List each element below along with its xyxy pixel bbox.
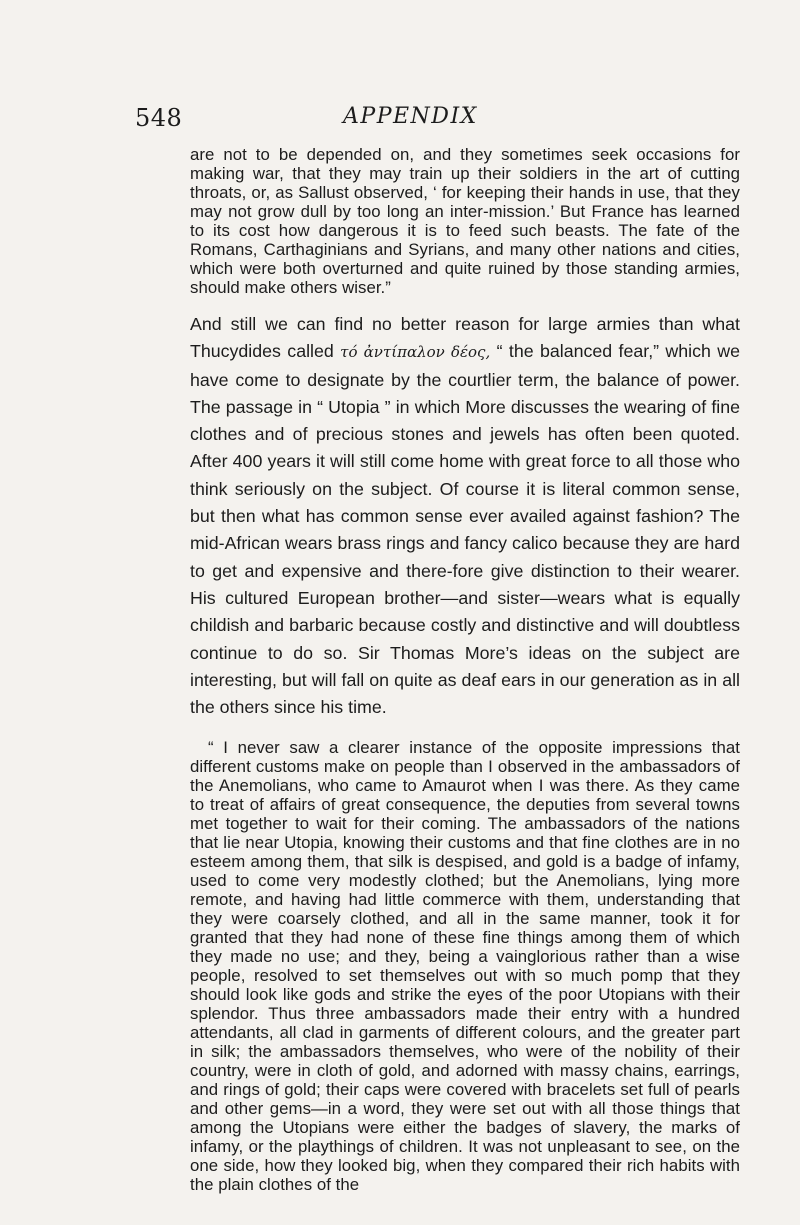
greek-phrase: τό ἀντίπαλον δέος, [340,343,491,362]
body-text-main: “ the balanced fear,” which we have come to designate by the courtlier term, the balance of power. The passage in “ Utopia ” in which More discusses the wearing of fine clothes and of precious stones and jewels has often been quoted. After 400 years it will still come home with great force to all those who think seriously on the subject. Of course it is literal common sense, but then what has common sense ever availed against fashion? The mid-African wears brass rings and fancy calico because they are hard to get and expensive and there-fore give distinction to their wearer. His cultured European brother—and sister—wears what is equally childish and barbaric because costly and distinctive and will doubtless continue to do so. Sir Thomas More’s ideas on the subject are interesting, but will fall on quite as deaf ears in our generation as in all the others since his time. [190,341,740,718]
body-paragraph [190,311,740,721]
running-head: APPENDIX [343,104,478,129]
body-text-intro: And still we can find no better reason for large armies than what Thucydides called [190,314,740,362]
page-header [135,104,635,134]
quoted-paragraph-continuation: are not to be depended on, and they sometimes seek occasions for making war, that they may train up their soldiers in the art of cutting throats, or, as Sallust observed, ‘ for keeping their hands in use, that they may not grow dull by too long an inter-mission.’ But France has learned to its cost how dangerous it is to feed such beasts. The fate of the Romans, Carthaginians and Syrians, and many other nations and cities, which were both overturned and quite ruined by those standing armies, should make others wiser.” [190,145,740,297]
utopia-quotation-paragraph: “ I never saw a clearer instance of the opposite impressions that different customs make on people than I observed in the ambassadors of the Anemolians, who came to Amaurot when I was there. As they came to treat of affairs of great consequence, the deputies from several towns met together to wait for their coming. The ambassadors of the nations that lie near Utopia, knowing their customs and that fine clothes are in no esteem among them, that silk is despised, and gold is a badge of infamy, used to come very modestly clothed; but the Anemolians, lying more remote, and having had little commerce with them, understanding that they were coarsely clothed, and all in the same manner, took it for granted that they had none of these fine things among them of which they made no use; and they, being a vainglorious rather than a wise people, resolved to set themselves out with so much pomp that they should look like gods and strike the eyes of the poor Utopians with their splendor. Thus three ambassadors made their entry with a hundred attendants, all clad in garments of different colours, and the greater part in silk; the ambassadors themselves, who were of the nobility of their country, were in cloth of gold, and adorned with massy chains, earrings, and rings of gold; their caps were covered with bracelets set full of pearls and other gems—in a word, they were set out with all those things that among the Utopians were either the badges of slavery, the marks of infamy, or the playthings of children. It was not unpleasant to see, on the one side, how they looked big, when they compared their rich habits with the plain clothes of the [190,738,740,1194]
page-number: 548 [135,104,183,132]
